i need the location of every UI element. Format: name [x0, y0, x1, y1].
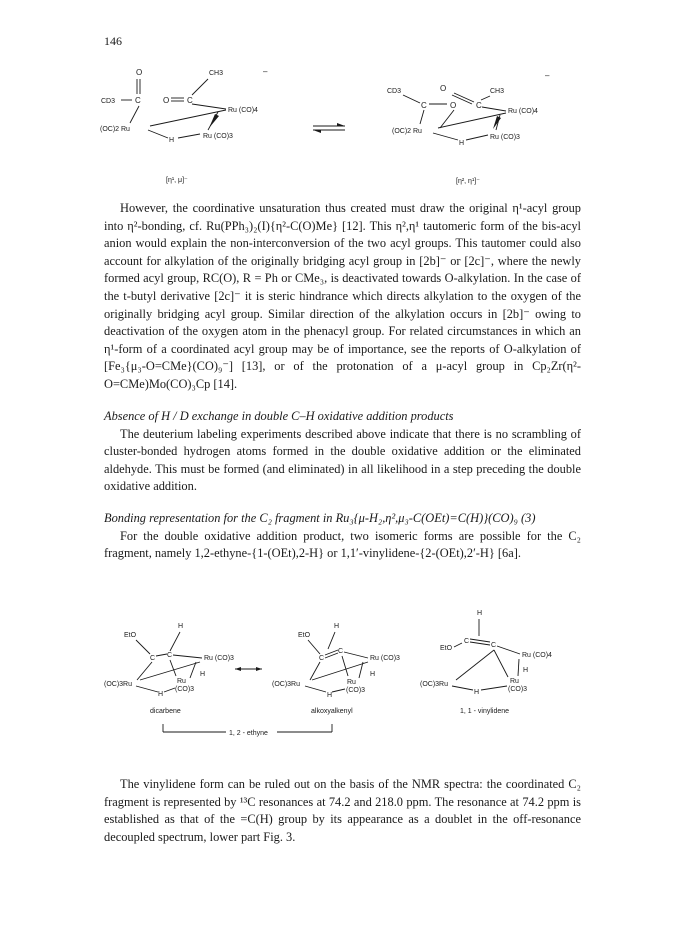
- atom-label: C: [167, 652, 173, 659]
- structure-label: 1, 2 - ethyne: [229, 730, 268, 737]
- structure-label: [η², η¹]⁻: [456, 178, 480, 185]
- atom-label: CH3: [490, 88, 505, 95]
- charge-label: –: [263, 67, 268, 76]
- structure-label: dicarbene: [150, 708, 181, 715]
- atom-label: H: [334, 623, 340, 630]
- atom-label: Ru (CO)3: [490, 134, 520, 141]
- atom-label: H: [523, 667, 529, 674]
- body-paragraph-1: However, the coordinative unsaturation thus created must draw the original η¹-acyl group into η²-bonding, cf. Ru(PPh₃)₂(I){η²-C(O)Me} [12]. This η²,η¹ tautomeric form of the bis-acyl anion would explain the non-interconversion of the two acyl groups. This tautomer could also account for alkylation of the originally bridging acyl group in [2b]⁻ or [2c]⁻, where the newly formed acyl group, RC(O), R = Ph or CMe₃, is deactivated towards O-alkylation. In the case of the t-butyl derivative [2c]⁻ it is steric hindrance which directs alkylation to the oxygen of the originally bridging acyl group. Similar direction of the alkylation occurs in [2b]⁻ owing to deactivation of the oxygen atom in the phenacyl group. For related circumstances in which an η¹-form of a coordinated acyl group may be of importance, see the reports of O-alkylation of [Fe₃{μ₃-O=CMe}(CO)₉⁻] [13], or of the protonation of a μ-acyl group in Cp₂Zr(η²-O=CMe)Mo(CO)₃Cp [14].: [104, 201, 581, 391]
- body-paragraph-3: For the double oxidative addition product, two isomeric forms are possible for the C₂ fragment, namely 1,2-ethyne-{1-(OEt),2-H} or 1,1′-vinylidene-{2-(OEt),2′-H} [6a].: [104, 528, 581, 561]
- atom-label: O: [136, 68, 143, 77]
- atom-label: Ru (CO)4: [522, 652, 552, 659]
- vinylidene-structure: [420, 610, 552, 715]
- atom-label: EtO: [298, 632, 311, 639]
- atom-label: H: [169, 137, 175, 144]
- atom-label: C: [319, 655, 325, 662]
- atom-label: Ru (CO)3: [204, 655, 234, 662]
- atom-label: C: [491, 642, 497, 649]
- atom-label: (OC)2 Ru: [100, 126, 130, 133]
- atom-label: H: [327, 692, 333, 699]
- atom-label: EtO: [440, 645, 453, 652]
- atom-label: (OC)2 Ru: [392, 128, 422, 135]
- atom-label: C: [187, 96, 193, 105]
- atom-label: O: [440, 84, 447, 93]
- atom-label: Ru (CO)4: [508, 108, 538, 115]
- atom-label: Ru (CO)4: [228, 107, 258, 114]
- atom-label: Ru: [510, 678, 519, 685]
- atom-label: (OC)3Ru: [420, 681, 449, 688]
- atom-label: H: [459, 140, 465, 147]
- atom-label: (OC)3Ru: [272, 681, 301, 688]
- body-paragraph-2: The deuterium labeling experiments described above indicate that there is no scrambling of cluster-bonded hydrogen atoms formed in the double oxidative addition or the eliminated aldehyde. This must be formed (and eliminated) in all likelihood in a step preceding the double oxidative addition.: [104, 426, 581, 494]
- atom-label: O: [450, 101, 457, 110]
- atom-label: Ru (CO)3: [203, 133, 233, 140]
- structure-label: [η¹, μ]⁻: [166, 177, 188, 184]
- atom-label: C: [135, 96, 141, 105]
- atom-label: C: [338, 648, 344, 655]
- ethyne-bracket: [163, 724, 332, 737]
- atom-label: C: [150, 655, 156, 662]
- atom-label: H: [474, 689, 480, 696]
- atom-label: (CO)3: [175, 686, 195, 693]
- atom-label: CH3: [209, 70, 224, 77]
- atom-label: Ru: [177, 678, 186, 685]
- atom-label: H: [158, 691, 164, 698]
- body-paragraph-4: The vinylidene form can be ruled out on the basis of the NMR spectra: the coordinated C₂ fragment is represented by ¹³C resonances at 74.2 and 218.0 ppm. The resonance at 74.2 ppm is established as that of the =C(H) group by its appearance as a doublet in the off-resonance decoupled spectrum, lower part Fig. 3.: [104, 777, 581, 844]
- atom-label: Ru (CO)3: [370, 655, 400, 662]
- atom-label: C: [464, 638, 470, 645]
- structure-label: alkoxyalkenyl: [311, 708, 353, 715]
- atom-label: H: [178, 623, 184, 630]
- atom-label: C: [421, 101, 427, 110]
- atom-label: (CO)3: [346, 687, 366, 694]
- atom-label: EtO: [124, 632, 137, 639]
- atom-label: C: [476, 101, 482, 110]
- section-heading: Absence of H / D exchange in double C–H oxidative addition products: [104, 409, 454, 423]
- charge-label: –: [545, 71, 550, 80]
- alkoxyalkenyl-structure: [272, 623, 400, 715]
- resonance-arrow: [235, 667, 262, 671]
- page-number: 146: [104, 34, 122, 48]
- atom-label: O: [163, 96, 170, 105]
- atom-label: (OC)3Ru: [104, 681, 133, 688]
- section-heading: Bonding representation for the C₂ fragment in Ru₃{μ-H₂,η²,μ₃-C(OEt)=C(H)}(CO)₉ (3): [104, 511, 536, 525]
- atom-label: CD3: [101, 98, 116, 105]
- atom-label: (CO)3: [508, 686, 528, 693]
- dicarbene-structure: [104, 623, 234, 715]
- atom-label: Ru: [347, 679, 356, 686]
- structure-label: 1, 1 - vinylidene: [460, 708, 510, 715]
- atom-label: H: [477, 610, 483, 617]
- atom-label: H: [200, 671, 206, 678]
- atom-label: CD3: [387, 88, 402, 95]
- atom-label: H: [370, 671, 376, 678]
